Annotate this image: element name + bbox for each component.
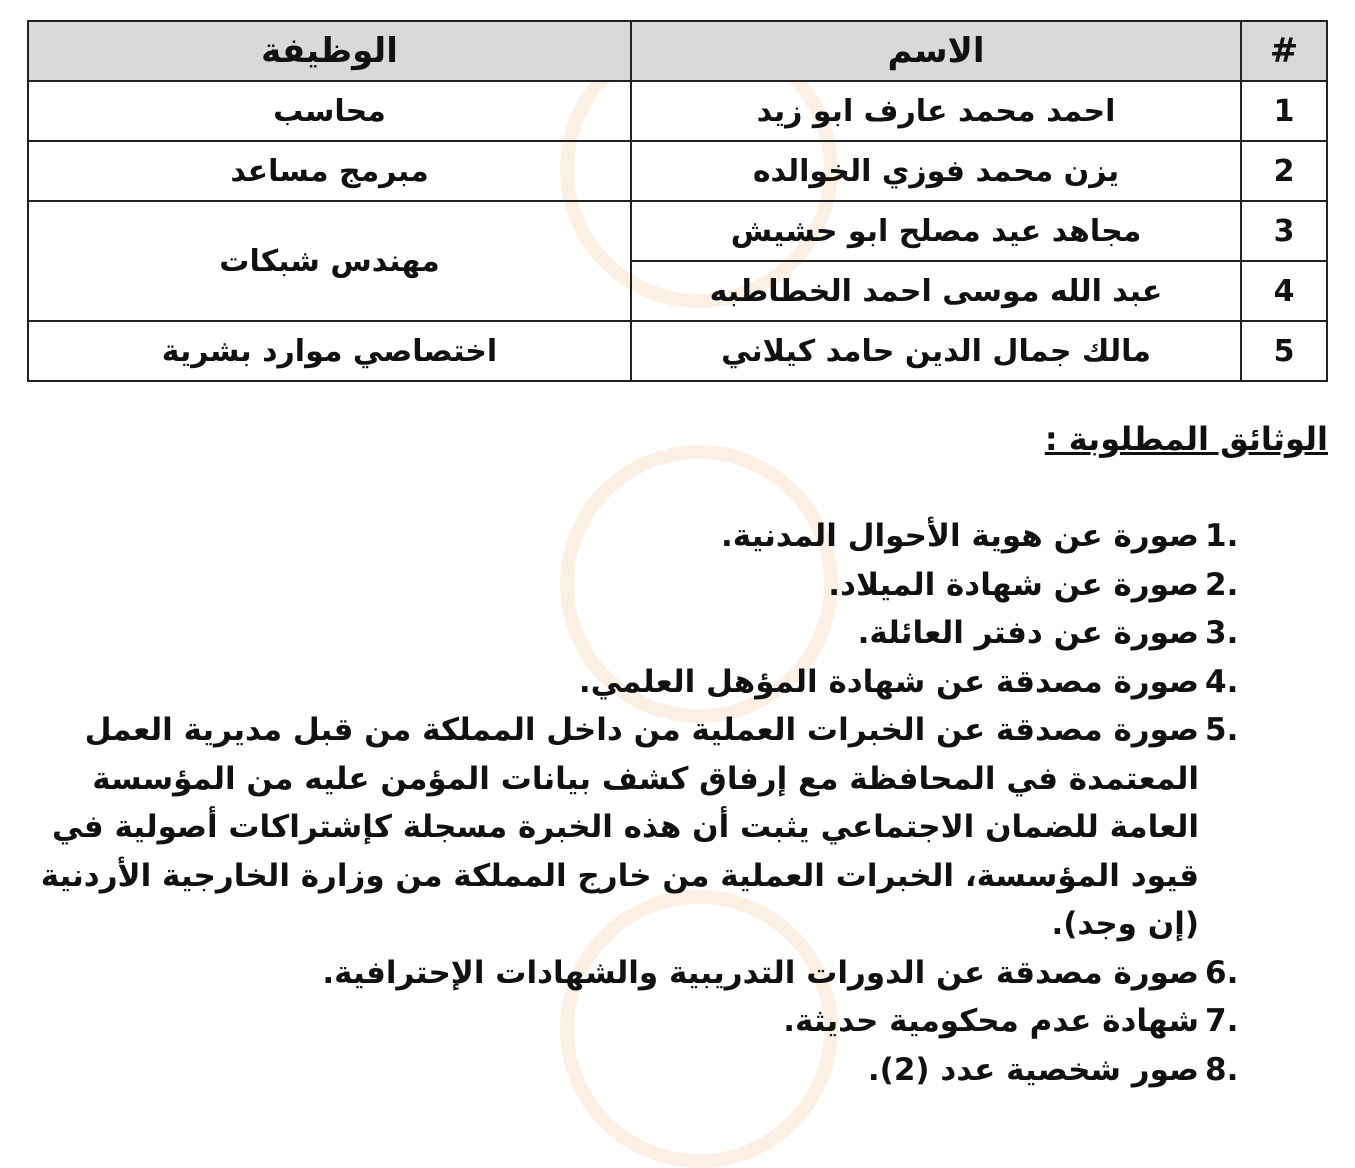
item-text: صورة عن دفتر العائلة. (857, 615, 1199, 651)
documents-list (25, 512, 1265, 1094)
table-row (28, 321, 1327, 381)
list-item (25, 949, 1265, 998)
header-num: # (1241, 21, 1327, 81)
item-text: صورة مصدقة عن الخبرات العملية من داخل المملكة من قبل مديرية العمل المعتمدة في المحافظة مع إرفاق كشف بيانات المؤمن عليه من المؤسسة العامة للضمان الاجتماعي يثبت أن هذه الخبرة مسجلة كإشتراكات أصولية في قيود المؤسسة، الخبرات العملية من خارج المملكة من وزارة الخارجية الأردنية (إن وجد). (40, 712, 1199, 942)
cell-num: 3 (1241, 201, 1327, 261)
list-item (25, 1046, 1265, 1095)
item-number: 8. (1205, 1051, 1239, 1088)
cell-name: يزن محمد فوزي الخوالده (631, 141, 1241, 201)
header-job: الوظيفة (28, 21, 631, 81)
table-header-row (28, 21, 1327, 81)
cell-name: احمد محمد عارف ابو زيد (631, 81, 1241, 141)
cell-name: عبد الله موسى احمد الخطاطبه (631, 261, 1241, 321)
item-number: 4. (1205, 663, 1239, 700)
cell-name: مالك جمال الدين حامد كيلاني (631, 321, 1241, 381)
item-text: صورة مصدقة عن الدورات التدريبية والشهادات الإحترافية. (322, 954, 1199, 991)
list-item (25, 658, 1265, 707)
item-number: 2. (1205, 566, 1239, 603)
documents-heading: الوثائق المطلوبة : (1044, 420, 1328, 458)
cell-num: 5 (1241, 321, 1327, 381)
item-text: صور شخصية عدد (2). (867, 1051, 1199, 1088)
item-number: 3. (1205, 615, 1239, 651)
list-item (25, 706, 1265, 949)
cell-job: مبرمج مساعد (28, 141, 631, 201)
cell-num: 4 (1241, 261, 1327, 321)
item-number: 1. (1205, 518, 1239, 554)
cell-job: مهندس شبكات (28, 201, 631, 321)
list-item (25, 609, 1265, 658)
cell-num: 2 (1241, 141, 1327, 201)
item-text: صورة عن شهادة الميلاد. (828, 566, 1199, 603)
item-text: شهادة عدم محكومية حديثة. (783, 1003, 1199, 1039)
item-number: 7. (1205, 1003, 1239, 1039)
item-text: صورة مصدقة عن شهادة المؤهل العلمي. (578, 663, 1199, 700)
item-text: صورة عن هوية الأحوال المدنية. (721, 518, 1199, 554)
cell-name: مجاهد عيد مصلح ابو حشيش (631, 201, 1241, 261)
list-item (25, 512, 1265, 561)
table-row (28, 201, 1327, 261)
item-number: 5. (1205, 712, 1239, 748)
list-item (25, 997, 1265, 1046)
header-name: الاسم (631, 21, 1241, 81)
employees-table (27, 20, 1328, 382)
cell-job: اختصاصي موارد بشرية (28, 321, 631, 381)
table-row (28, 141, 1327, 201)
cell-num: 1 (1241, 81, 1327, 141)
list-item (25, 561, 1265, 610)
cell-job: محاسب (28, 81, 631, 141)
table-row (28, 81, 1327, 141)
item-number: 6. (1205, 954, 1239, 991)
